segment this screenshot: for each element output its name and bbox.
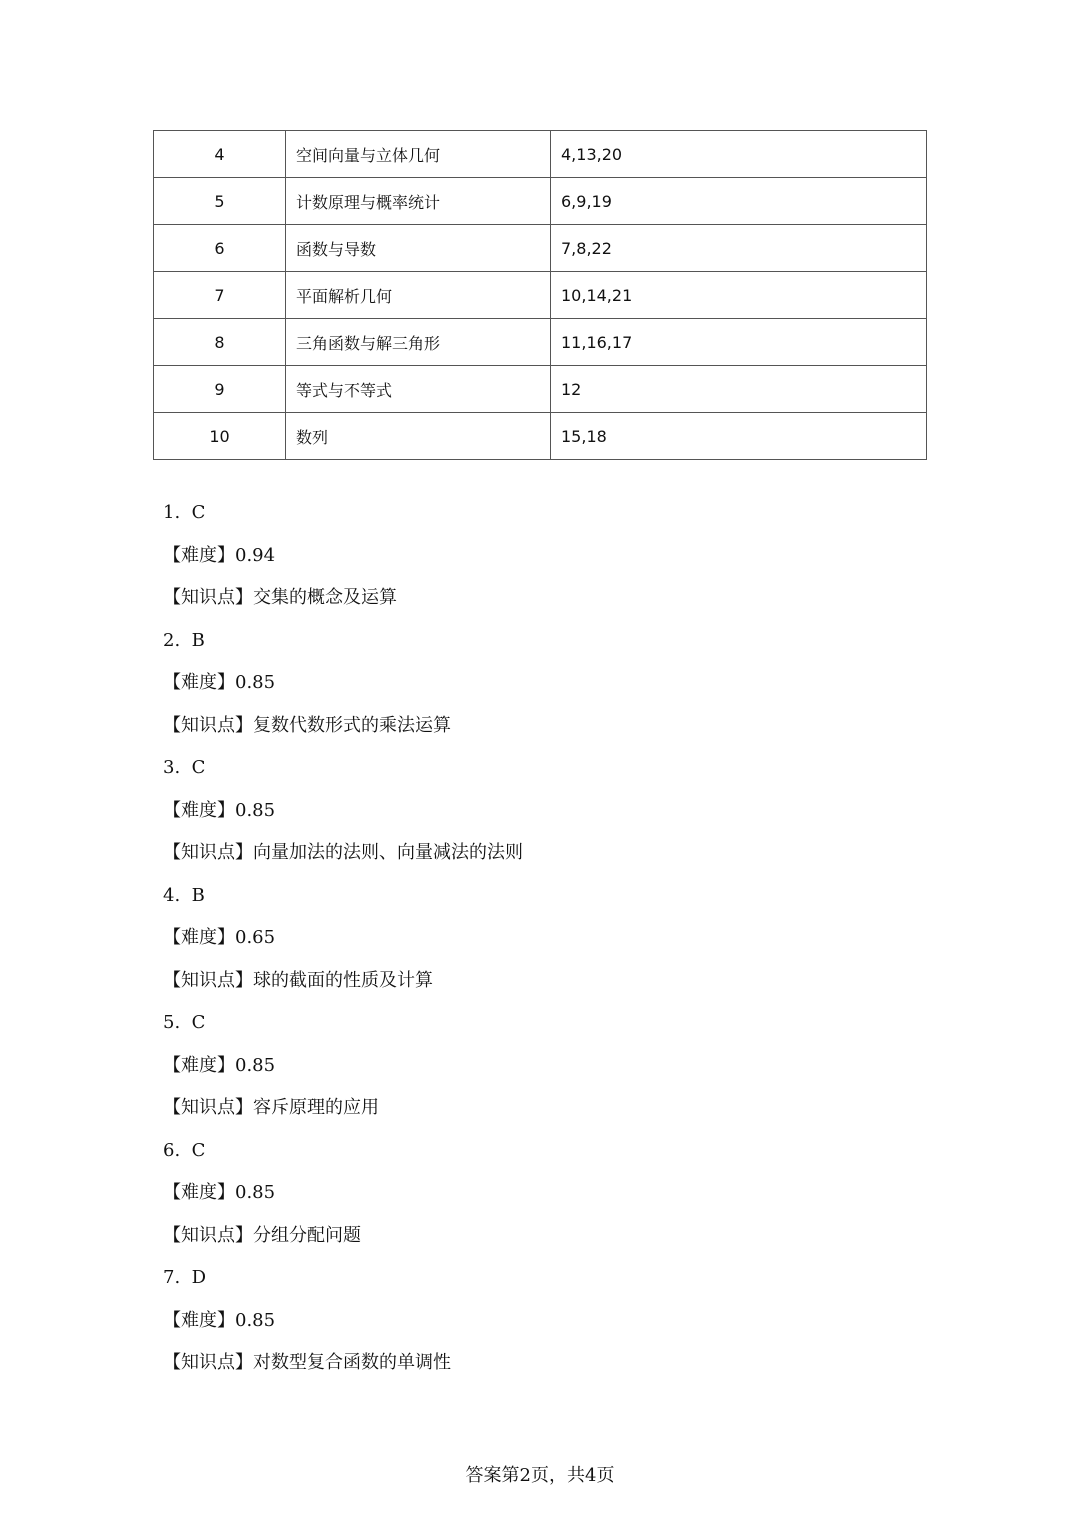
answer-heading <box>163 492 923 535</box>
knowledge-value: 分组分配问题 <box>253 1224 361 1246</box>
difficulty-label: 【难度】 <box>163 1309 235 1331</box>
knowledge-line <box>163 1342 923 1385</box>
row-index: 8 <box>154 319 286 366</box>
row-topic: 数列 <box>286 413 551 460</box>
question-number: 7. <box>163 1267 181 1288</box>
difficulty-line <box>163 535 923 578</box>
row-topic: 三角函数与解三角形 <box>286 319 551 366</box>
table-row <box>154 272 927 319</box>
answer-heading <box>163 620 923 663</box>
difficulty-value: 0.85 <box>235 799 276 821</box>
row-topic: 空间向量与立体几何 <box>286 131 551 178</box>
row-topic: 平面解析几何 <box>286 272 551 319</box>
knowledge-value: 球的截面的性质及计算 <box>253 969 433 991</box>
knowledge-line <box>163 577 923 620</box>
question-number: 6. <box>163 1139 181 1161</box>
answer-heading <box>163 1130 923 1173</box>
difficulty-line <box>163 1045 923 1088</box>
row-index: 4 <box>154 131 286 178</box>
difficulty-value: 0.85 <box>235 1182 276 1203</box>
row-topic: 等式与不等式 <box>286 366 551 413</box>
difficulty-label: 【难度】 <box>163 799 235 821</box>
answer-heading <box>163 1002 923 1045</box>
row-index: 7 <box>154 272 286 319</box>
difficulty-value: 0.65 <box>235 927 276 948</box>
difficulty-value: 0.85 <box>235 1309 276 1331</box>
knowledge-label: 【知识点】 <box>163 969 253 991</box>
knowledge-value: 对数型复合函数的单调性 <box>253 1352 451 1373</box>
row-index: 5 <box>154 178 286 225</box>
knowledge-value: 交集的概念及运算 <box>253 587 397 608</box>
row-questions: 10,14,21 <box>551 272 927 319</box>
row-index: 6 <box>154 225 286 272</box>
answer-choice: B <box>191 884 205 906</box>
knowledge-line <box>163 1215 923 1258</box>
row-questions: 4,13,20 <box>551 131 927 178</box>
knowledge-value: 复数代数形式的乘法运算 <box>253 714 451 736</box>
row-questions: 12 <box>551 366 927 413</box>
answer-choice: C <box>191 1139 206 1161</box>
table-row <box>154 225 927 272</box>
question-number: 1. <box>163 502 181 523</box>
question-number: 2. <box>163 629 181 651</box>
row-index: 10 <box>154 413 286 460</box>
table-row <box>154 319 927 366</box>
table-row <box>154 366 927 413</box>
difficulty-line <box>163 1300 923 1343</box>
table-row <box>154 413 927 460</box>
answer-choice: B <box>191 629 205 651</box>
knowledge-value: 容斥原理的应用 <box>253 1097 379 1118</box>
answer-list <box>163 492 923 1385</box>
difficulty-line <box>163 662 923 705</box>
knowledge-label: 【知识点】 <box>163 587 253 608</box>
difficulty-label: 【难度】 <box>163 927 235 948</box>
row-topic: 函数与导数 <box>286 225 551 272</box>
knowledge-line <box>163 960 923 1003</box>
answer-heading <box>163 875 923 918</box>
answer-choice: C <box>191 757 206 778</box>
question-number: 4. <box>163 884 181 906</box>
difficulty-line <box>163 790 923 833</box>
difficulty-line <box>163 1172 923 1215</box>
answer-choice: C <box>191 502 206 523</box>
knowledge-line <box>163 832 923 875</box>
answer-choice: C <box>191 1012 206 1033</box>
difficulty-value: 0.85 <box>235 672 276 693</box>
difficulty-line <box>163 917 923 960</box>
knowledge-label: 【知识点】 <box>163 1097 253 1118</box>
difficulty-label: 【难度】 <box>163 1182 235 1203</box>
knowledge-line <box>163 1087 923 1130</box>
question-number: 5. <box>163 1012 181 1033</box>
row-questions: 6,9,19 <box>551 178 927 225</box>
answer-heading <box>163 1257 923 1300</box>
difficulty-value: 0.94 <box>235 544 276 566</box>
knowledge-line <box>163 705 923 748</box>
difficulty-value: 0.85 <box>235 1054 276 1076</box>
knowledge-label: 【知识点】 <box>163 1224 253 1246</box>
difficulty-label: 【难度】 <box>163 544 235 566</box>
knowledge-label: 【知识点】 <box>163 714 253 736</box>
difficulty-label: 【难度】 <box>163 1054 235 1076</box>
table-row <box>154 178 927 225</box>
knowledge-value: 向量加法的法则、向量减法的法则 <box>253 842 523 863</box>
row-topic: 计数原理与概率统计 <box>286 178 551 225</box>
row-questions: 15,18 <box>551 413 927 460</box>
page-footer: 答案第2页，共4页 <box>465 1465 615 1486</box>
knowledge-label: 【知识点】 <box>163 1352 253 1373</box>
question-number: 3. <box>163 757 181 778</box>
table-row <box>154 131 927 178</box>
row-index: 9 <box>154 366 286 413</box>
knowledge-label: 【知识点】 <box>163 842 253 863</box>
difficulty-label: 【难度】 <box>163 672 235 693</box>
row-questions: 7,8,22 <box>551 225 927 272</box>
topic-table <box>153 130 927 460</box>
answer-choice: D <box>191 1267 207 1288</box>
answer-heading <box>163 747 923 790</box>
row-questions: 11,16,17 <box>551 319 927 366</box>
